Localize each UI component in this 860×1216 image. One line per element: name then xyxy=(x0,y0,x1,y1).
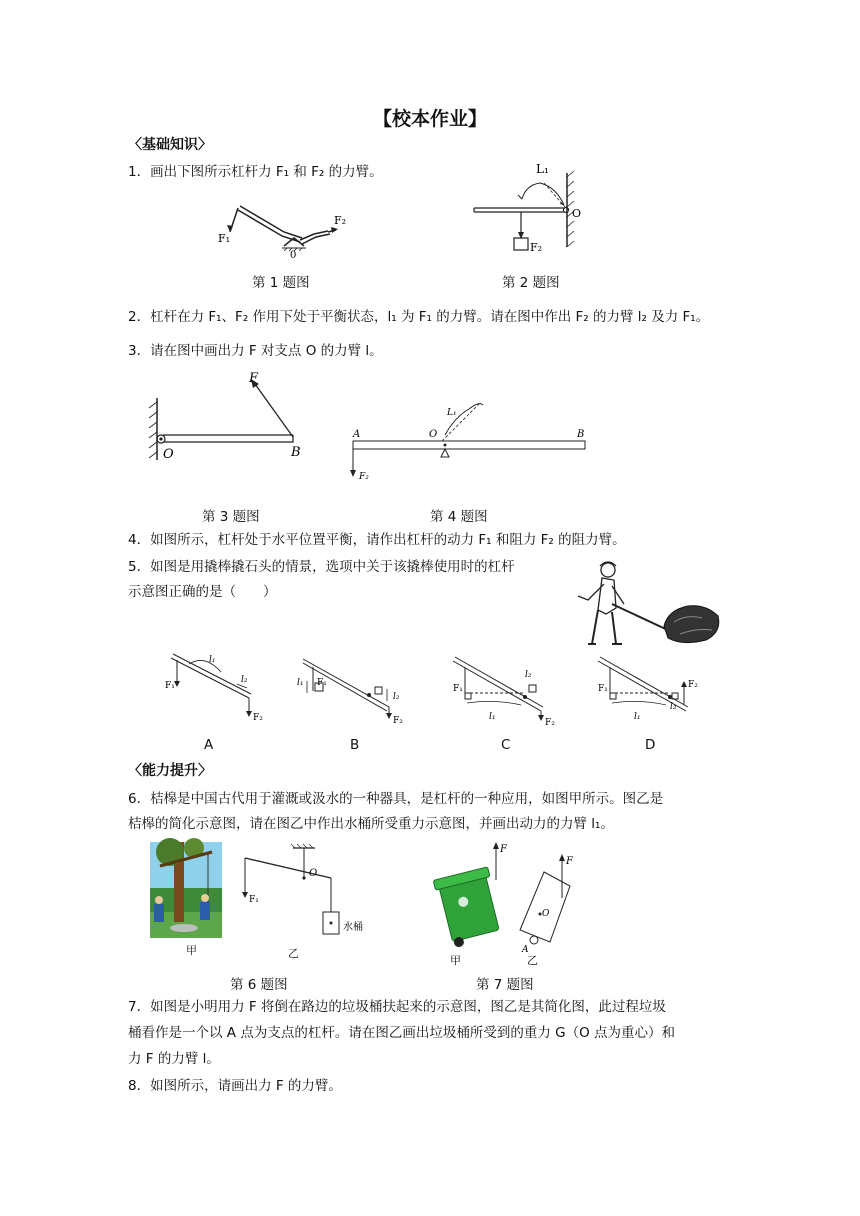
opt-d-f1: F₁ xyxy=(598,684,608,694)
label-zero: 0 xyxy=(290,250,297,261)
opt-a-f1: F₁ xyxy=(165,681,175,691)
question-7-line3: 力 F 的力臂 l。 xyxy=(128,1051,220,1067)
label-O-fig3: O xyxy=(163,447,174,462)
label-L1: L₁ xyxy=(536,162,549,176)
label-A-fig4: A xyxy=(353,429,361,440)
option-a-label: A xyxy=(204,737,214,753)
opt-b-f2: F₂ xyxy=(393,716,403,726)
question-1: 1．画出下图所示杠杆力 F₁ 和 F₂ 的力臂。 xyxy=(128,164,383,180)
caption-yi-6: 乙 xyxy=(288,947,299,960)
section-advanced: 〈能力提升〉 xyxy=(128,763,212,779)
caption-fig6: 第 6 题图 xyxy=(230,977,288,993)
section-basic: 〈基础知识〉 xyxy=(128,137,212,153)
label-O-fig6: O xyxy=(309,868,318,879)
caption-fig4: 第 4 题图 xyxy=(430,509,488,525)
opt-c-f1: F₁ xyxy=(453,684,463,694)
figure-1-lever xyxy=(210,198,360,262)
label-B-fig3: B xyxy=(291,445,301,460)
caption-jia-7: 甲 xyxy=(450,954,461,967)
opt-a-l1: l₁ xyxy=(209,655,216,665)
question-4: 4．如图所示，杠杆处于水平位置平衡，请作出杠杆的动力 F₁ 和阻力 F₂ 的阻力臂。 xyxy=(128,532,626,548)
opt-a-f2: F₂ xyxy=(253,713,263,723)
opt-d-l2: l₂ xyxy=(670,702,677,712)
figure-6-yi-diagram xyxy=(235,842,385,952)
caption-fig3: 第 3 题图 xyxy=(202,509,260,525)
option-c-diagram xyxy=(445,655,565,735)
question-6-line1: 6．桔槔是中国古代用于灌溉或汲水的一种器具，是杠杆的一种应用，如图甲所示。图乙是 xyxy=(128,791,664,807)
label-F2-fig4: F₂ xyxy=(359,472,369,482)
label-L1-fig4: L₁ xyxy=(447,408,457,418)
option-b-diagram xyxy=(293,655,408,735)
option-a-diagram xyxy=(165,648,265,728)
figure-7-yi-diagram xyxy=(512,848,592,958)
option-d-label: D xyxy=(645,737,656,753)
opt-a-l2: l₂ xyxy=(241,675,248,685)
opt-b-l1: l₁ xyxy=(297,678,304,688)
label-bucket: 水桶 xyxy=(343,922,363,933)
question-3: 3．请在图中画出力 F 对支点 O 的力臂 l。 xyxy=(128,343,383,359)
opt-c-l2: l₂ xyxy=(525,670,532,680)
figure-4-lever xyxy=(345,395,595,485)
opt-c-f2: F₂ xyxy=(545,718,555,728)
label-F-fig7a: F xyxy=(500,844,507,855)
question-6-line2: 桔槔的简化示意图，请在图乙中作出水桶所受重力示意图，并画出动力的力臂 l₁。 xyxy=(128,816,614,832)
opt-b-l2: l₂ xyxy=(393,692,400,702)
label-O: O xyxy=(572,207,582,220)
option-c-label: C xyxy=(501,737,511,753)
question-5-line1: 5．如图是用撬棒撬石头的情景，选项中关于该撬棒使用时的杠杆 xyxy=(128,559,515,575)
option-d-diagram xyxy=(590,655,710,735)
opt-b-f1: F₁ xyxy=(317,678,327,688)
question-8: 8．如图所示，请画出力 F 的力臂。 xyxy=(128,1078,342,1094)
page-title: 【校本作业】 xyxy=(372,108,487,130)
caption-fig7: 第 7 题图 xyxy=(476,977,534,993)
option-b-label: B xyxy=(350,737,360,753)
opt-c-l1: l₁ xyxy=(489,712,496,722)
opt-d-l1: l₁ xyxy=(634,712,641,722)
question-2: 2．杠杆在力 F₁、F₂ 作用下处于平衡状态，l₁ 为 F₁ 的力臂。请在图中作出 F₂ 的力臂 l₂ 及力 F₁。 xyxy=(128,309,710,325)
question-5-line2: 示意图正确的是（ ） xyxy=(128,584,277,600)
caption-jia-6: 甲 xyxy=(186,944,197,957)
caption-yi-7: 乙 xyxy=(527,954,538,967)
figure-2-lever xyxy=(470,155,580,265)
figure-7-jia-bin xyxy=(430,840,520,950)
label-f2-fig2: F₂ xyxy=(530,241,543,254)
label-O-fig4: O xyxy=(429,429,438,440)
label-A-fig7: A xyxy=(522,945,529,955)
opt-d-f2: F₂ xyxy=(688,680,698,690)
label-F-fig3: F xyxy=(249,371,259,386)
caption-fig1: 第 1 题图 xyxy=(252,275,310,291)
figure-5-scene xyxy=(572,556,722,652)
label-f1: F₁ xyxy=(218,232,231,245)
label-f2: F₂ xyxy=(334,214,347,227)
figure-6-jia-picture xyxy=(150,842,222,938)
question-7-line2: 桶看作是一个以 A 点为支点的杠杆。请在图乙画出垃圾桶所受到的重力 G（O 点为重心）和 xyxy=(128,1025,675,1041)
label-O-fig7: O xyxy=(542,909,550,919)
caption-fig2: 第 2 题图 xyxy=(502,275,560,291)
label-B-fig4: B xyxy=(577,429,585,440)
question-7-line1: 7．如图是小明用力 F 将倒在路边的垃圾桶扶起来的示意图，图乙是其简化图，此过程垃圾 xyxy=(128,999,666,1015)
label-F-fig7b: F xyxy=(566,856,573,867)
label-F1-fig6: F₁ xyxy=(249,895,259,905)
figure-3-lever xyxy=(145,368,315,463)
